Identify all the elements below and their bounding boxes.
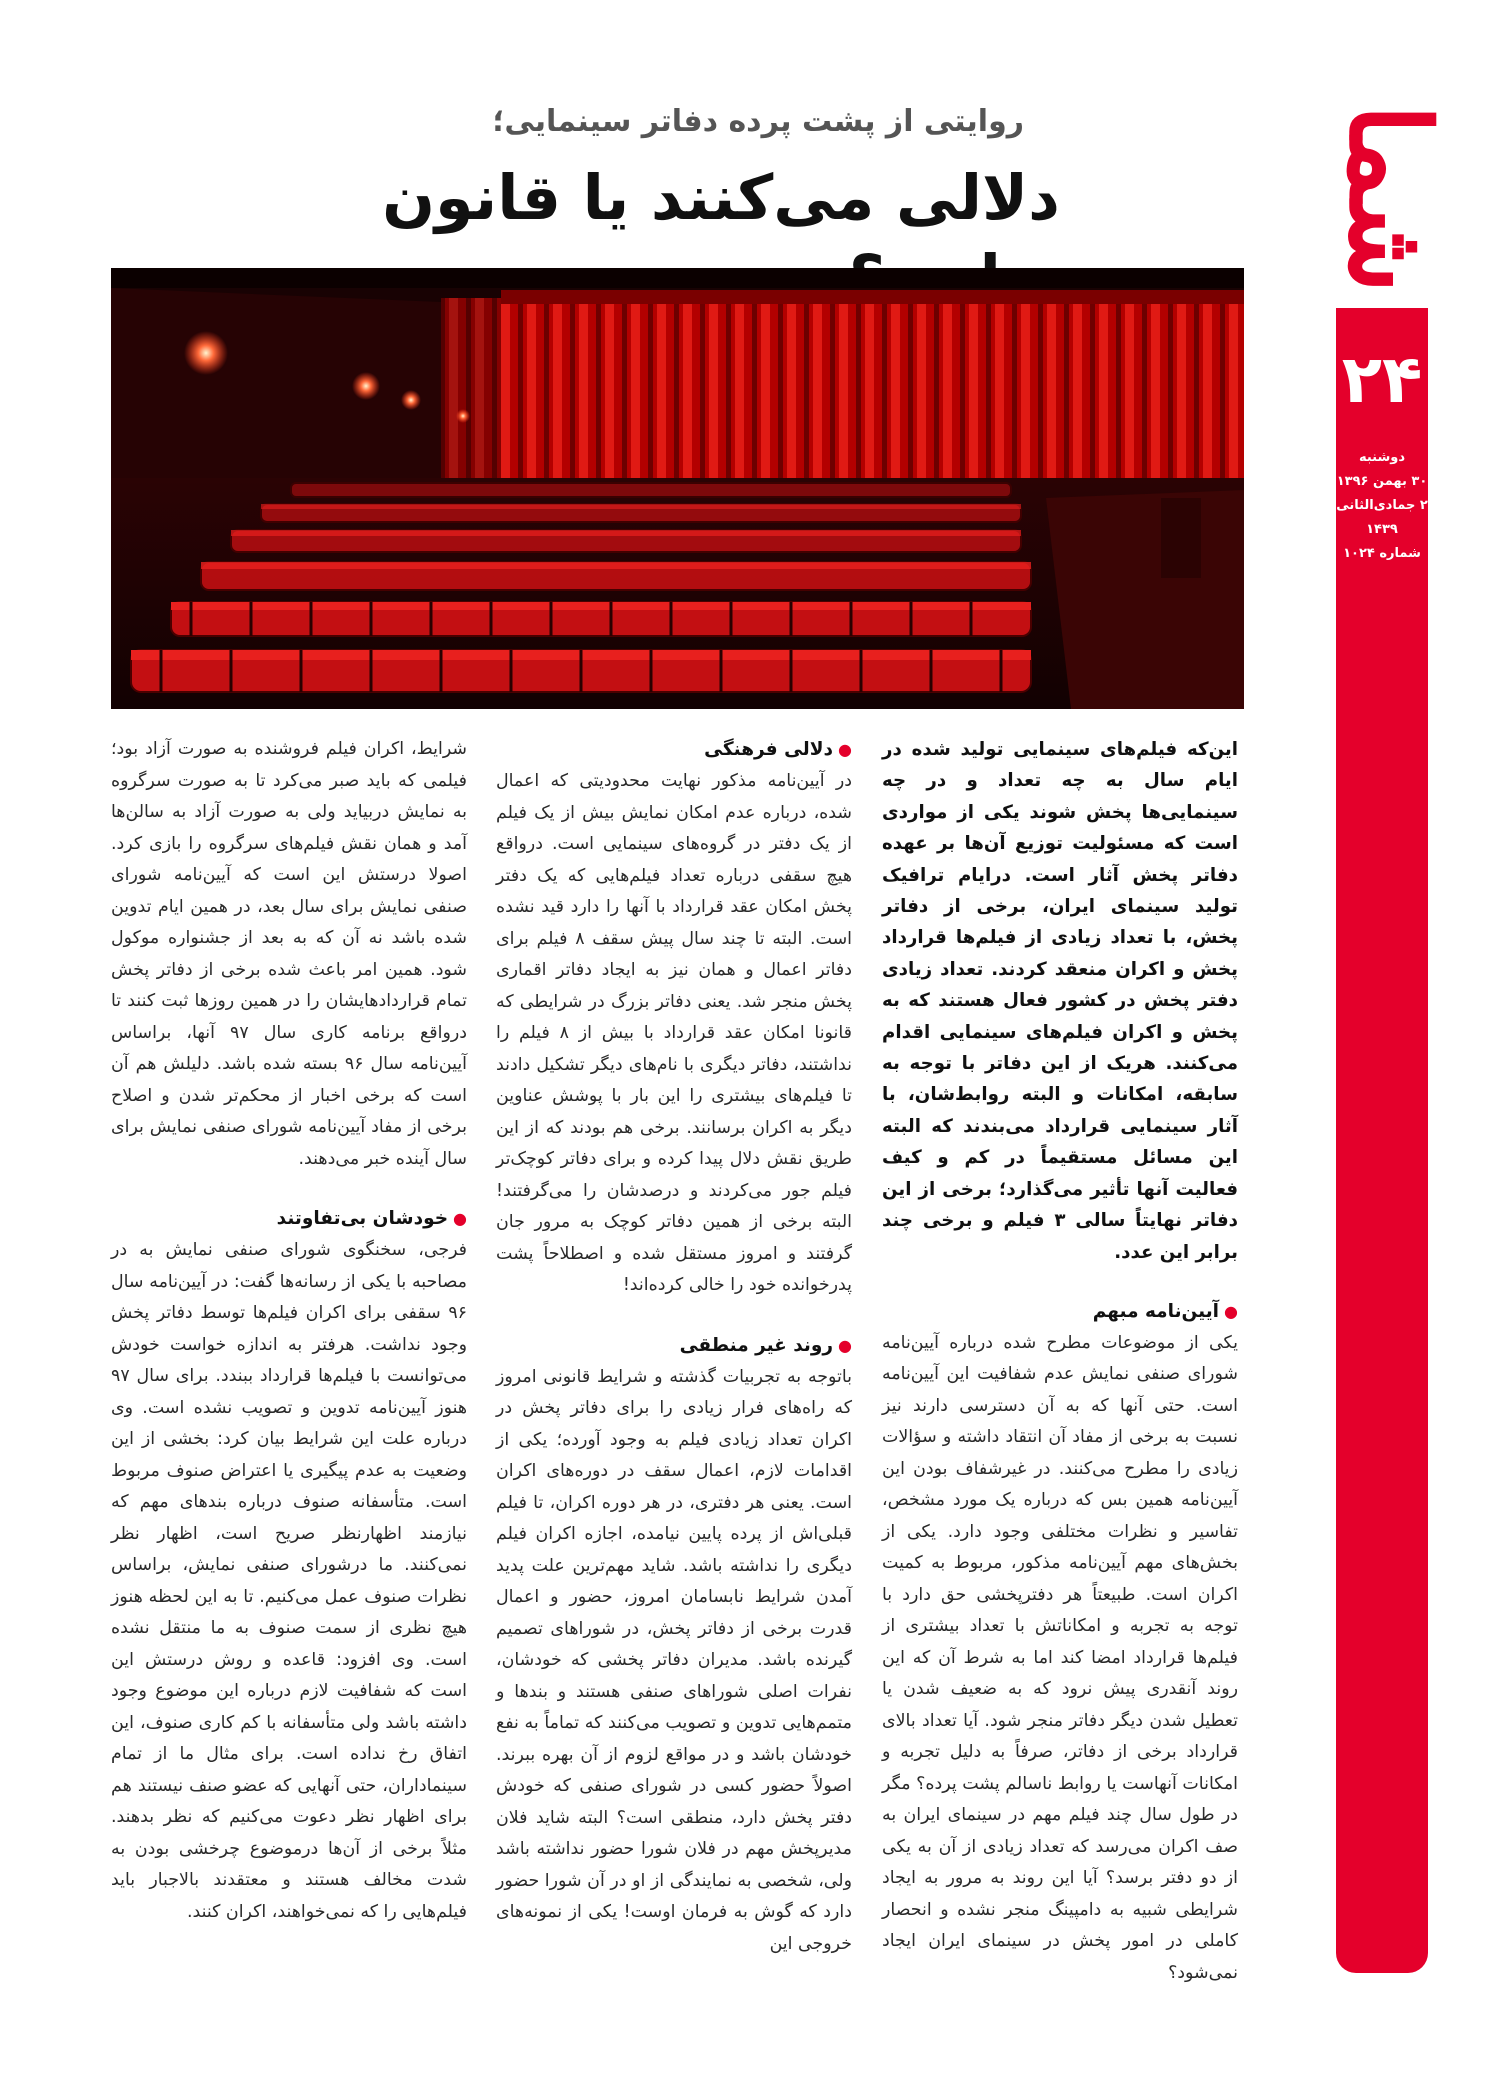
article-kicker: روایتی از پشت پرده دفاتر سینمایی؛: [492, 104, 1024, 139]
section-body-illogical-process: باتوجه به تجربیات گذشته و شرایط قانونی امروز که راه‌های فرار زیادی را برای دفاتر پخش در اکران تعداد زیادی فیلم به وجود آورده؛ یکی از اقدامات لازم، اعمال سقف در دوره‌های اکران است. یعنی هر دفتری، در هر دوره اکران، تا فیلم قبلی‌اش از پرده پایین نیامده، اجازه اکران فیلم دیگری را نداشته باشد. شاید مهم‌ترین علت پدید آمدن شرایط نابسامان امروز، حضور و اعمال قدرت برخی از دفاتر پخش، در شوراهای تصمیم گیرنده باشد. مدیران دفاتر پخشی که خودشان، نفرات اصلی شوراهای صنفی هستند و بندها و متمم‌هایی تدوین و تصویب می‌کنند که تماماً به نفع خودشان باشد و در مواقع لزوم از آن بهره ببرند. اصولاً حضور کسی در شورای صنفی که خودش دفتر پخش دارد، منطقی است؟ البته شاید فلان مدیرپخش مهم در فلان شورا حضور نداشته باشد ولی، شخصی به نمایندگی از او در آن شورا حضور دارد که گوش به فرمان اوست! یکی از نمونه‌های خروجی این: [496, 1366, 852, 1954]
bullet-dot-icon: ●: [1224, 1301, 1238, 1321]
section-body-illogical-process-continued: شرایط، اکران فیلم فروشنده به صورت آزاد بود؛ فیلمی که باید صبر می‌کرد تا به صورت سرگروه به نمایش دربیاید ولی به صورت آزاد به سالن‌ها آمد و همان نقش فیلم‌های سرگروه را بازی کرد. اصولا درستش این است که آیین‌نامه شورای صنفی نمایش برای سال بعد، در همین ایام تدوین شده باشد نه آن که به بعد از جشنواره موکول شود. همین امر باعث شده برخی از دفاتر پخش تمام قراردادهایشان را در همین روزها ثبت کنند تا درواقع برنامه کاری سال ۹۷ آنها، براساس آیین‌نامه سال ۹۶ بسته شده باشد. دلیلش هم آن است که برخی اخبار از محکم‌تر شدن و اصلاح برخی از مفاد آیین‌نامه شورای صنفی نمایش برای سال آینده خبر می‌دهند.: [111, 739, 468, 1169]
section-heading-text: روند غیر منطقی: [679, 1334, 834, 1356]
issue-date-hijri: ۲ جمادی‌الثانی ۱۴۳۹: [1336, 498, 1428, 537]
cinema-hall-illustration: [111, 268, 1244, 709]
issue-label: شماره ۱۰۲۴: [1343, 546, 1421, 561]
masthead-logo: شما: [1325, 104, 1454, 294]
issue-date-persian: ۳۰ بهمن ۱۳۹۶: [1336, 474, 1428, 489]
section-heading-vague-bylaw: [882, 1296, 1238, 1328]
bullet-dot-icon: ●: [838, 1335, 852, 1355]
section-heading-text: خودشان بی‌تفاوتند: [276, 1208, 449, 1229]
section-heading-illogical-process: [496, 1330, 852, 1362]
section-heading-text: آیین‌نامه مبهم: [1092, 1300, 1220, 1322]
article-headline: دلالی می‌کنند یا قانون: [382, 161, 1060, 234]
article-column-2: [496, 734, 852, 1960]
article-column-3: [111, 734, 467, 1928]
section-heading-indifferent: [111, 1203, 467, 1235]
article-column-1: [882, 734, 1238, 1989]
section-body-indifferent: فرجی، سخنگوی شورای صنفی نمایش به در مصاحبه با یکی از رسانه‌ها گفت: در آیین‌نامه سال ۹۶ سقفی برای اکران فیلم‌ها توسط دفاتر پخش وجود نداشت. هرفتر به اندازه خواست خودش می‌توانست با فیلم‌ها قرارداد ببندد. برای سال ۹۷ هنوز آیین‌نامه تدوین و تصویب نشده است. وی درباره علت این شرایط بیان کرد: بخشی از این وضعیت به عدم پیگیری یا اعتراض صنوف مربوط است. متأسفانه صنوف درباره بندهای مهم که نیازمند اظهارنظر صریح است، اظهار نظر نمی‌کنند. ما درشورای صنفی نمایش، براساس نظرات صنوف عمل می‌کنیم. تا به این لحظه هنوز هیچ نظری از سمت صنوف به ما منتقل نشده است. وی افزود: قاعده و روش درستش این است که شفافیت لازم درباره این موضوع وجود داشته باشد ولی متأسفانه با کم کاری صنوف، این اتفاق رخ نداده است. برای مثال ما از تمام سینماداران، حتی آنهایی که عضو صنف نیستند هم برای اظهار نظر دعوت می‌کنیم که نظر بدهند. مثلاً برخی از آن‌ها درموضوع چرخشی بودن به شدت مخالف هستند و معتقدند بالاجبار باید فیلم‌هایی را که نمی‌خواهند، اکران کنند.: [111, 1240, 467, 1922]
section-body-cultural-brokerage: در آیین‌نامه مذکور نهایت محدودیتی که اعمال شده، درباره عدم امکان نمایش بیش از یک فیلم از یک دفتر در گروه‌های سینمایی است. درواقع هیچ سقفی درباره تعداد فیلم‌هایی که یک دفتر پخش امکان عقد قرارداد با آنها را دارد قید نشده است. البته تا چند سال پیش سقف ۸ فیلم برای دفاتر اعمال و همان نیز به ایجاد دفاتر اقماری پخش منجر شد. یعنی دفاتر بزرگ در شرایطی که قانونا امکان عقد قرارداد با بیش از ۸ فیلم را نداشتند، دفاتر دیگری با نام‌های دیگر تشکیل دادند تا فیلم‌های بیشتری را این بار با پوشش عناوین دیگر به اکران برسانند. برخی هم بودند که از این طریق نقش دلال پیدا کرده و برای دفاتر کوچک‌تر فیلم جور می‌کردند و درصدشان را می‌گرفتند! البته برخی از همین دفاتر کوچک به مرور جان گرفتند و امروز مستقل شده و اصطلاحاً پشت پدرخوانده خود را خالی کرده‌اند!: [496, 771, 853, 1295]
cinema-hall-image: [111, 268, 1244, 709]
issue-date-block: [1336, 446, 1428, 566]
bullet-dot-icon: ●: [453, 1209, 467, 1228]
issue-sidebar: [1336, 308, 1428, 1973]
issue-weekday: دوشنبه: [1358, 450, 1406, 465]
bullet-dot-icon: ●: [838, 740, 852, 759]
issue-number: ۲۴: [1341, 341, 1423, 418]
section-heading-cultural-brokerage: [496, 734, 852, 766]
section-body-vague-bylaw: یکی از موضوعات مطرح شده درباره آیین‌نامه شورای صنفی نمایش عدم شفافیت این آیین‌نامه است. حتی آنها که به آن دسترسی دارند نیز نسبت به برخی از مفاد آن انتقاد داشته و سؤالات زیادی را مطرح می‌کنند. در غیرشفاف بودن این آیین‌نامه همین بس که درباره یک مورد مشخص، تفاسیر و نظرات مختلفی وجود دارد. یکی از بخش‌های مهم آیین‌نامه مذکور، مربوط به کمیت اکران است. طبیعتاً هر دفترپخشی حق دارد با توجه به تجربه و امکاناتش با تعداد بیشتری از فیلم‌ها قرارداد امضا کند اما به شرط آن که این روند آنقدری پیش نرود که به ضعیف شدن یا تعطیل شدن دیگر دفاتر منجر شود. آیا تعداد بالای قرارداد برخی از دفاتر، صرفاً به دلیل تجربه و امکانات آنهاست یا روابط ناسالم پشت پرده؟ مگر در طول سال چند فیلم مهم در سینمای ایران به صف اکران می‌رسد که تعداد زیادی از آن به یکی از دو دفتر برسد؟ آیا این روند به مرور به ایجاد شرایطی شبیه به دامپینگ منجر نشده و انحصار کاملی در امور پخش در سینمای ایران ایجاد نمی‌شود؟: [882, 1332, 1238, 1983]
section-heading-text: دلالی فرهنگی: [704, 739, 834, 760]
article-lead: این‌که فیلم‌های سینمایی تولید شده در ایام سال به چه تعداد و در چه سینمایی‌ها پخش شوند یکی از مواردی است که مسئولیت توزیع آن‌ها بر عهده دفاتر پخش آثار است. درایام ترافیک تولید سینمای ایران، برخی از دفاتر پخش، با تعداد زیادی از فیلم‌ها قرارداد پخش و اکران منعقد کردند. تعداد زیادی دفتر پخش در کشور فعال هستند که به پخش و اکران فیلم‌های سینمایی اقدام می‌کنند. هریک از این دفاتر با توجه به سابقه، امکانات و البته روابط‌شان، با آثار سینمایی قرارداد می‌بندند که البته این مسائل مستقیماً در کم و کیف فعالیت آنها تأثیر می‌گذارد؛ برخی از این دفاتر نهایتاً سالی ۳ فیلم و برخی چند برابر این عدد.: [882, 739, 1238, 1263]
